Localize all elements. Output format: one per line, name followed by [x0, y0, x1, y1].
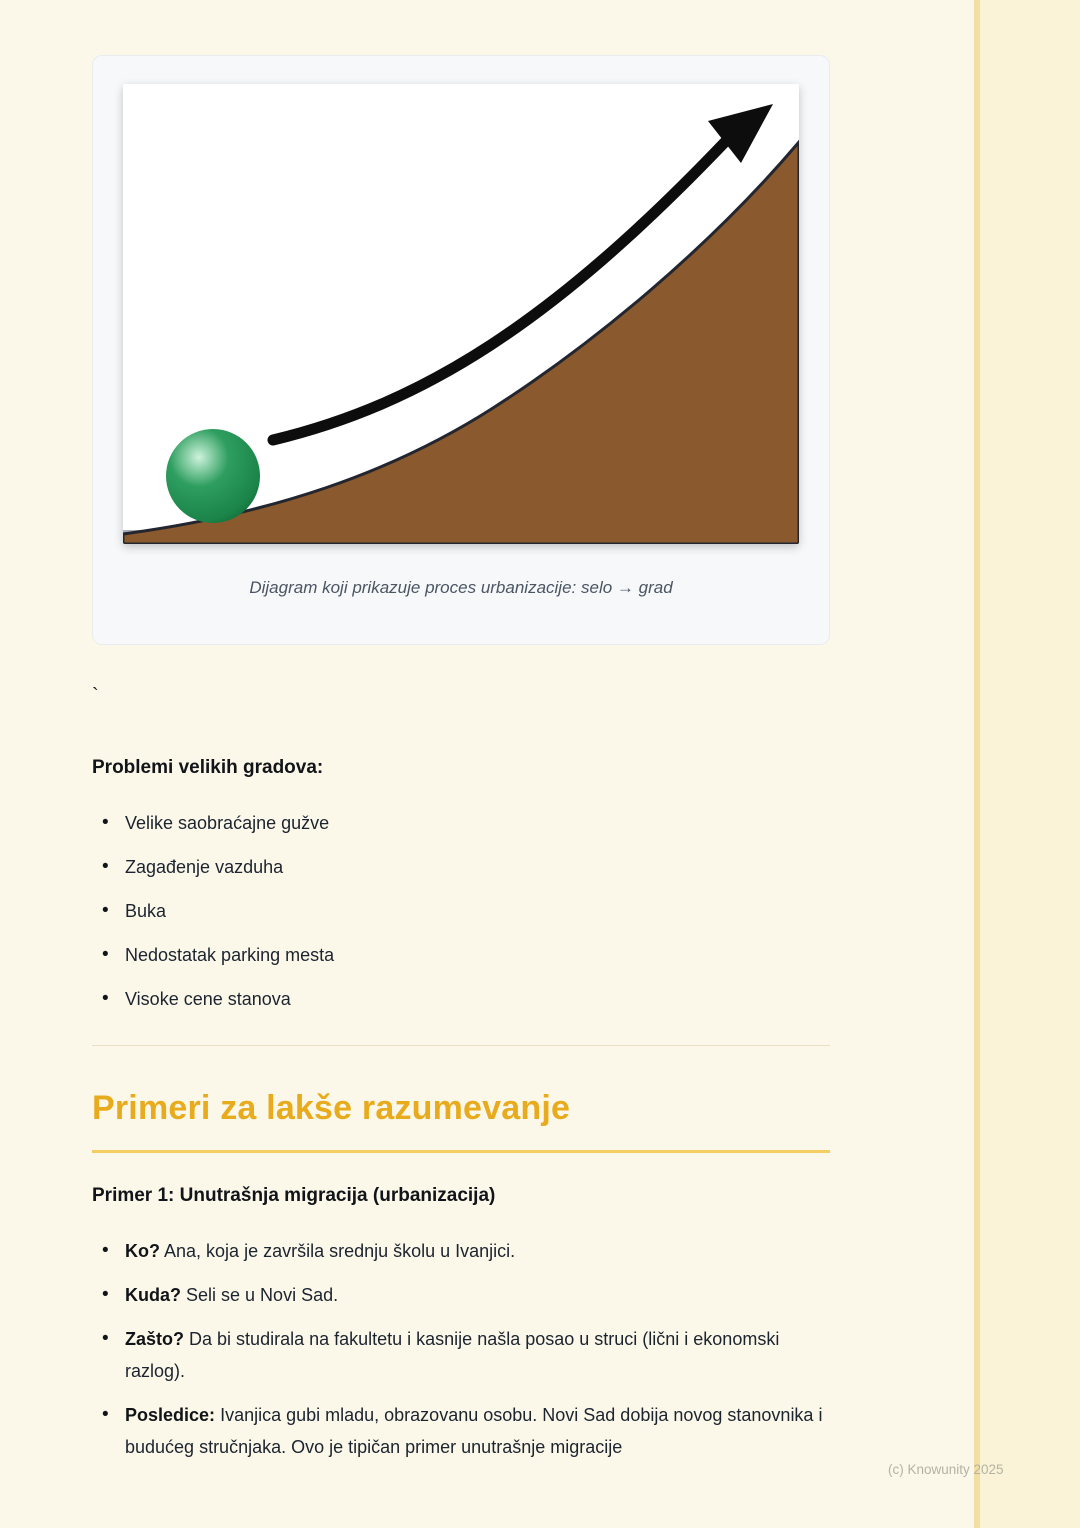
- examples-heading: Primeri za lakše razumevanje: [92, 1089, 571, 1127]
- problems-list-item: • Buka: [92, 895, 830, 927]
- problems-list-item: • Nedostatak parking mesta: [92, 939, 830, 971]
- problems-list: [92, 807, 830, 1015]
- urbanization-diagram: [123, 84, 799, 544]
- figure-card: [92, 55, 830, 645]
- accent-rule: [92, 1150, 830, 1153]
- problems-list-item: • Visoke cene stanova: [92, 983, 830, 1015]
- example1-list-item: • Kuda? Seli se u Novi Sad.: [92, 1279, 830, 1311]
- problems-heading: Problemi velikih gradova:: [92, 757, 324, 778]
- content-column: [92, 55, 830, 1475]
- watermark: (c) Knowunity 2025: [888, 1462, 1004, 1477]
- stray-backtick: `: [92, 685, 99, 707]
- example1-list-item: • Ko? Ana, koja je završila srednju školu u Ivanjici.: [92, 1235, 830, 1267]
- page-edge-decoration: [974, 0, 1080, 1528]
- example1-list-item: • Posledice: Ivanjica gubi mladu, obrazovanu osobu. Novi Sad dobija novog stanovnika i budućeg stručnjaka. Ovo je tipičan primer unutrašnje migracije: [92, 1399, 830, 1463]
- section-divider: [92, 1045, 830, 1046]
- figure-caption: Dijagram koji prikazuje proces urbanizacije: selo → grad: [249, 578, 673, 597]
- problems-list-item: • Zagađenje vazduha: [92, 851, 830, 883]
- example1-list: [92, 1235, 830, 1463]
- urbanization-diagram-svg: [123, 84, 799, 544]
- example1-list-item: • Zašto? Da bi studirala na fakultetu i kasnije našla posao u struci (lični i ekonomski razlog).: [92, 1323, 830, 1387]
- problems-list-item: • Velike saobraćajne gužve: [92, 807, 830, 839]
- green-ball: [166, 429, 260, 523]
- example1-heading: Primer 1: Unutrašnja migracija (urbanizacija): [92, 1185, 496, 1206]
